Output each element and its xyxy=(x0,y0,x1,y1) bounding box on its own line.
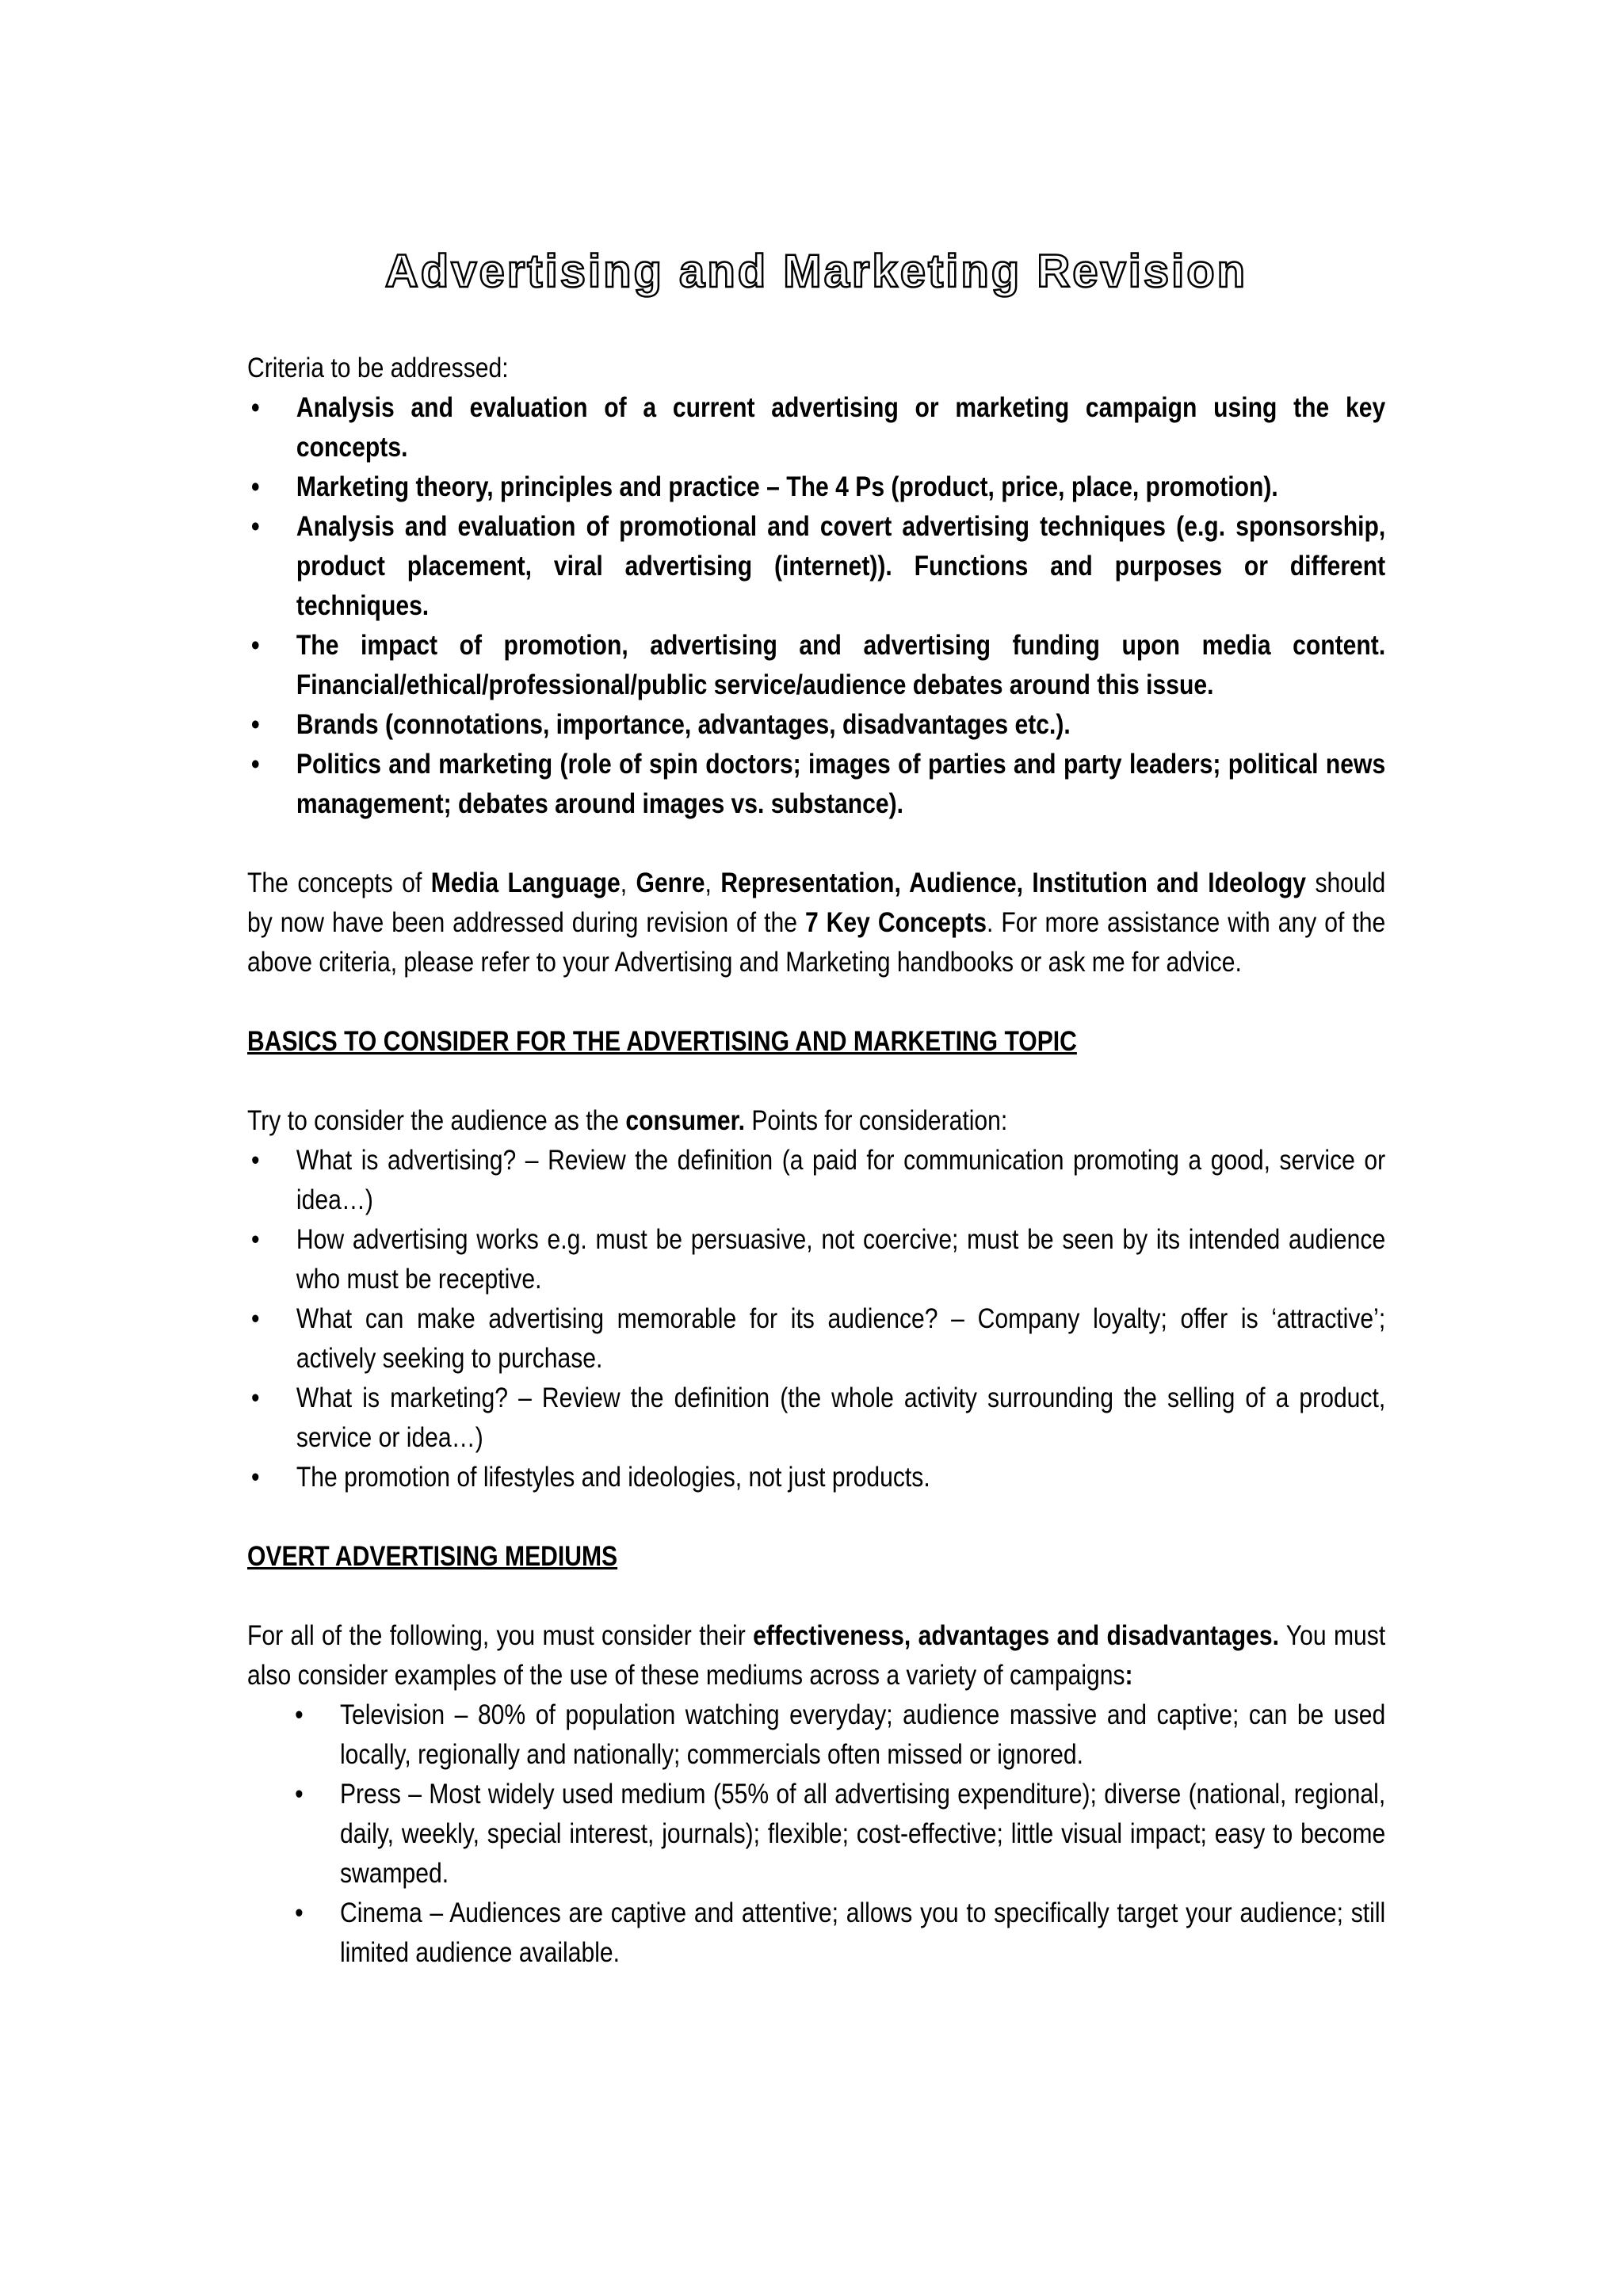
bullet-icon: • xyxy=(295,1779,304,1810)
bullet-icon: • xyxy=(295,1699,304,1730)
list-item: • Brands (connotations, importance, advantages, disadvantages etc.). xyxy=(247,705,1385,745)
bullet-icon: • xyxy=(251,630,260,661)
bullet-icon: • xyxy=(251,749,260,780)
list-item: • Marketing theory, principles and practice – The 4 Ps (product, price, place, promotion). xyxy=(247,467,1385,507)
list-item: • What can make advertising memorable for its audience? – Company loyalty; offer is ‘attractive’; actively seeking to purchase. xyxy=(247,1299,1385,1379)
list-item: • Television – 80% of population watching everyday; audience massive and captive; can be used locally, regionally and nationally; commercials often missed or ignored. xyxy=(247,1695,1385,1775)
list-item: • The impact of promotion, advertising and advertising funding upon media content. Financial/ethical/professional/public service/audience debates around this issue. xyxy=(247,626,1385,705)
basics-list xyxy=(247,1141,1385,1497)
list-item: • What is marketing? – Review the definition (the whole activity surrounding the selling of a product, service or idea…) xyxy=(247,1379,1385,1458)
list-item: • Analysis and evaluation of a current advertising or marketing campaign using the key concepts. xyxy=(247,388,1385,467)
basics-heading: BASICS TO CONSIDER FOR THE ADVERTISING AND MARKETING TOPIC xyxy=(247,1026,1077,1057)
basics-intro: Try to consider the audience as the consumer. Points for consideration: xyxy=(247,1105,1008,1136)
list-item: • Cinema – Audiences are captive and attentive; allows you to specifically target your audience; still limited audience available. xyxy=(247,1894,1385,1973)
list-item: • Press – Most widely used medium (55% of all advertising expenditure); diverse (national, regional, daily, weekly, special interest, journals); flexible; cost-effective; little visual impact; easy to become swamped. xyxy=(247,1775,1385,1894)
concepts-paragraph: The concepts of Media Language, Genre, Representation, Audience, Institution and Ideology should by now have been addressed during revision of the 7 Key Concepts. For more assistance with any of the above criteria, please refer to your Advertising and Marketing handbooks or ask me for advice. xyxy=(247,868,1386,978)
list-item: • Analysis and evaluation of promotional and covert advertising techniques (e.g. sponsorship, product placement, viral advertising (internet)). Functions and purposes or different techniques. xyxy=(247,507,1385,626)
criteria-intro: Criteria to be addressed: xyxy=(247,353,509,383)
bullet-icon: • xyxy=(251,511,260,542)
bullet-icon: • xyxy=(251,1224,260,1255)
overt-heading: OVERT ADVERTISING MEDIUMS xyxy=(247,1541,618,1572)
bullet-icon: • xyxy=(251,1383,260,1413)
document-body xyxy=(247,349,1385,1973)
criteria-list xyxy=(247,388,1385,824)
bullet-icon: • xyxy=(251,1462,260,1493)
bullet-icon: • xyxy=(251,392,260,423)
overt-intro: For all of the following, you must consider their effectiveness, advantages and disadvantages. You must also consider examples of the use of these mediums across a variety of campaigns: xyxy=(247,1620,1386,1691)
bullet-icon: • xyxy=(251,709,260,740)
list-item: • Politics and marketing (role of spin doctors; images of parties and party leaders; political news management; debates around images vs. substance). xyxy=(247,745,1385,824)
list-item: • The promotion of lifestyles and ideologies, not just products. xyxy=(247,1458,1385,1497)
list-item: • How advertising works e.g. must be persuasive, not coercive; must be seen by its intended audience who must be receptive. xyxy=(247,1220,1385,1299)
bullet-icon: • xyxy=(251,1145,260,1176)
document-title: Advertising and Marketing Revision xyxy=(384,246,1248,297)
list-item: • What is advertising? – Review the definition (a paid for communication promoting a good, service or idea…) xyxy=(247,1141,1385,1220)
overt-list xyxy=(247,1695,1385,1973)
bullet-icon: • xyxy=(251,1303,260,1334)
bullet-icon: • xyxy=(251,471,260,502)
bullet-icon: • xyxy=(295,1897,304,1928)
